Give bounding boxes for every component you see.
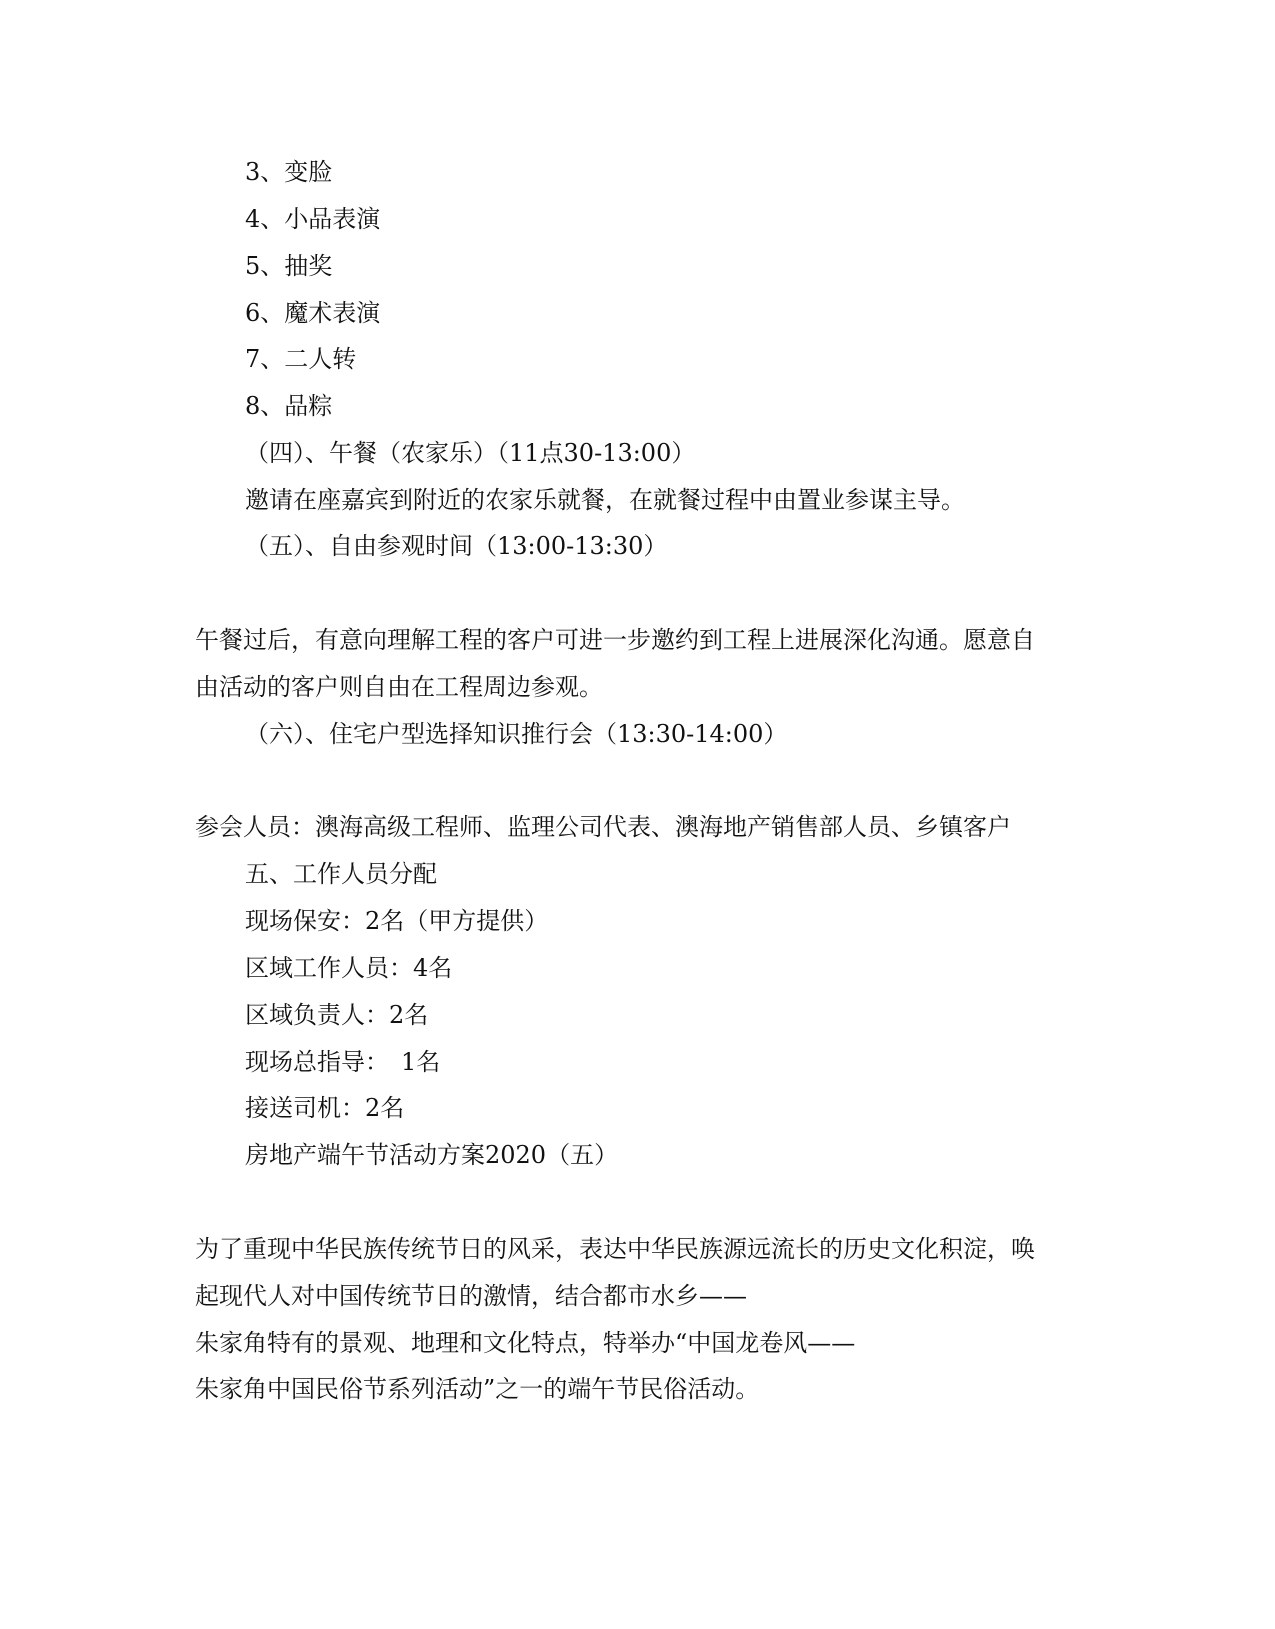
list-item-4: 4、小品表演 bbox=[245, 205, 381, 233]
paragraph-after-lunch-line2: 由活动的客户则自由在工程周边参观。 bbox=[195, 673, 603, 701]
list-item-6: 6、魔术表演 bbox=[245, 299, 381, 327]
section-heading-lunch: （四）、午餐（农家乐）（11点30-13:00） bbox=[245, 439, 696, 467]
paragraph-after-lunch-line1: 午餐过后，有意向理解工程的客户可进一步邀约到工程上进展深化沟通。愿意自 bbox=[195, 626, 1035, 654]
staff-chief-director: 现场总指导： 1名 bbox=[245, 1048, 441, 1076]
staff-drivers: 接送司机：2名 bbox=[245, 1094, 405, 1122]
section-heading-staff: 五、工作人员分配 bbox=[245, 860, 437, 888]
paragraph-lunch: 邀请在座嘉宾到附近的农家乐就餐，在就餐过程中由置业参谋主导。 bbox=[245, 486, 965, 514]
paragraph-intro-line3: 朱家角特有的景观、地理和文化特点，特举办“中国龙卷风—— bbox=[195, 1329, 856, 1357]
paragraph-attendees: 参会人员：澳海高级工程师、监理公司代表、澳海地产销售部人员、乡镇客户 bbox=[195, 813, 1011, 841]
section-heading-seminar: （六）、住宅户型选择知识推行会（13:30-14:00） bbox=[245, 720, 788, 748]
staff-area-workers: 区域工作人员：4名 bbox=[245, 954, 453, 982]
staff-area-leads: 区域负责人：2名 bbox=[245, 1001, 429, 1029]
list-item-5: 5、抽奖 bbox=[245, 252, 333, 280]
document-subtitle: 房地产端午节活动方案2020（五） bbox=[245, 1141, 619, 1169]
paragraph-intro-line2: 起现代人对中国传统节日的激情，结合都市水乡—— bbox=[195, 1282, 747, 1310]
list-item-3: 3、变脸 bbox=[245, 158, 333, 186]
section-heading-free-visit: （五）、自由参观时间（13:00-13:30） bbox=[245, 532, 668, 560]
list-item-7: 7、二人转 bbox=[245, 345, 357, 373]
staff-security: 现场保安：2名（甲方提供） bbox=[245, 907, 549, 935]
paragraph-intro-line1: 为了重现中华民族传统节日的风采，表达中华民族源远流长的历史文化积淀，唤 bbox=[195, 1235, 1035, 1263]
paragraph-intro-line4: 朱家角中国民俗节系列活动”之一的端午节民俗活动。 bbox=[195, 1375, 760, 1403]
list-item-8: 8、品粽 bbox=[245, 392, 333, 420]
